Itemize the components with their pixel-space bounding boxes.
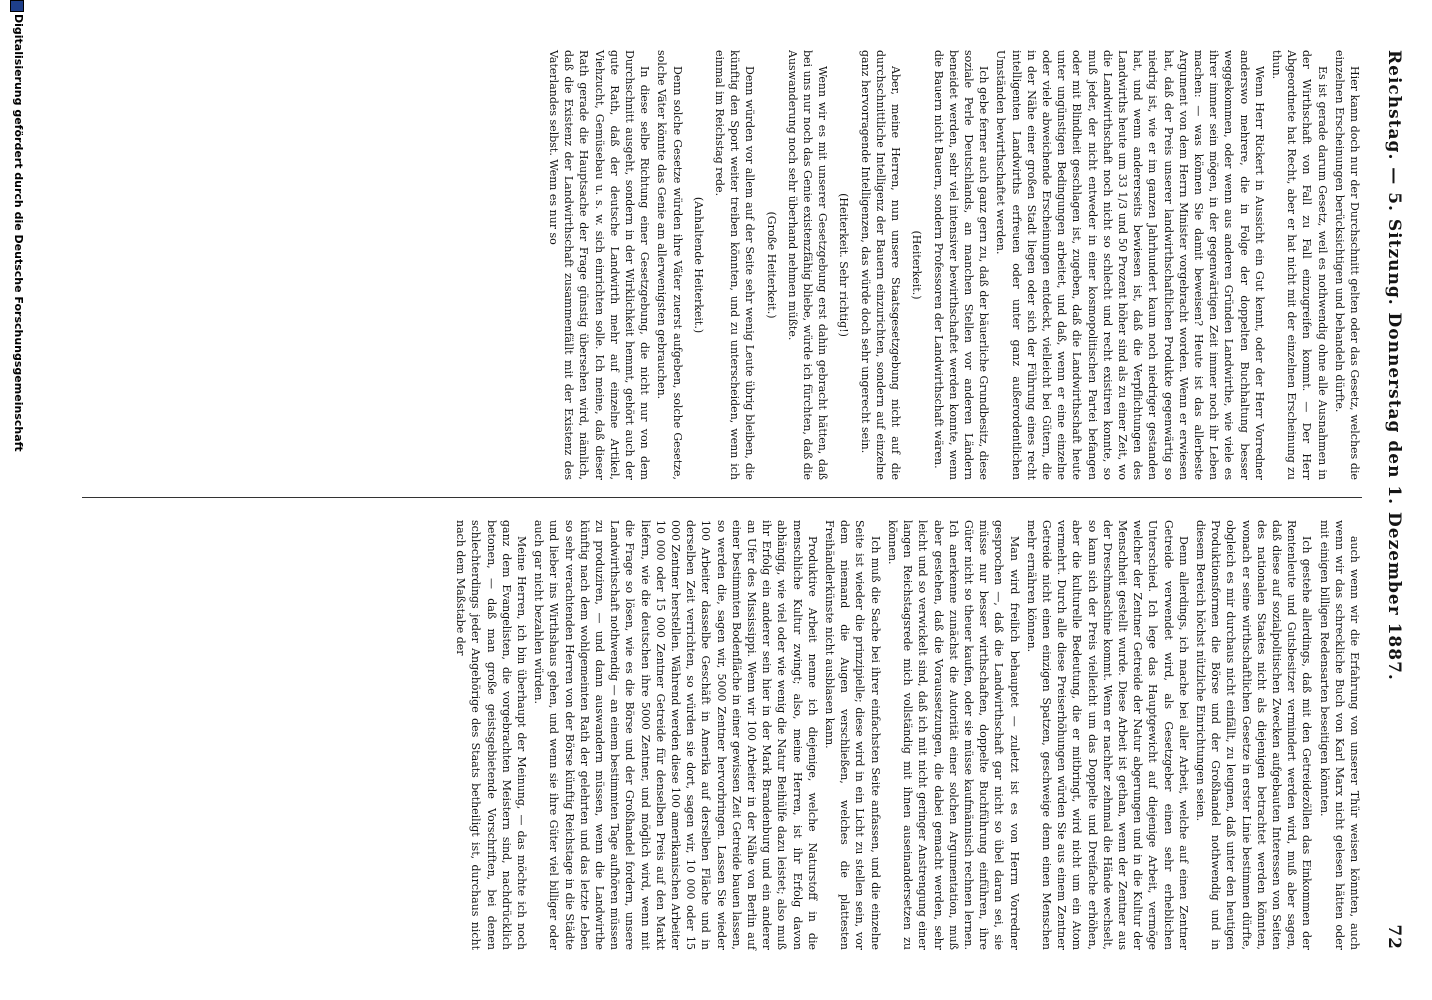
digitization-footer <box>7 0 27 1000</box>
paragraph: Man wird freilich behauptet — zuletzt ist es von Herrn Vorredner gesprochen —, daß die Landwirthschaft gar nicht so übel daran sei, sie müsse nur besser wirthschaften, doppelte Buchführung einführen, ihre Güter nicht so theuer kaufen, oder sie müsse kaufmännisch rechnen lernen. Ich anerkenne zunächst die Autorität einer solchen Argumentation, muß aber gestehen, daß die Voraussetzungen, die dabei gemacht werden, sehr leicht und so verwickelt sind, daß ich mit nicht geringer Anstrengung einer langen Reichstagsrede mich vollständig mit ihnen auseinandersetzen zu können. <box>885 520 1021 950</box>
column-divider <box>82 497 1362 498</box>
paragraph: Denn allerdings, ich mache bei aller Arbeit, welche auf einen Zentner Getreide verwendet wird, als Gesetzgeber einen sehr erheblichen Unterschied. Ich lege das Hauptgewicht auf diejenige Arbeit, vermöge welcher der Zentner Getreide der Natur abgerungen und in die Kultur der Menschheit gestellt wurde. Diese Arbeit ist gethan, wenn der Zentner aus der Dreschmaschine kommt. Wenn er nachher zehnmal die Hände wechselt, so kann sich der Preis vielleicht um das Doppelte und Dreifache erhöhen, aber die kulturelle Bedeutung, die er mitbringt, wird nicht um ein Atom vermehrt. Durch alle diese Preiserhöhungen würden Sie aus einem Zentner Getreide nicht einen einzigen Spatzen, geschweige denn einen Menschen mehr ernähren können. <box>1024 520 1190 950</box>
paragraph: (Anhaltende Heiterkeit.) <box>691 196 705 334</box>
paragraph: Aber, meine Herren, nun unsere Staatsgesetzgebung nicht auf die durchschnittliche Intelligenz der Bauern einzurichten, sondern auf einzelne ganz hervorragende Intelligenzen, das würde doch sehr ungerecht sein. <box>858 50 903 480</box>
paragraph: Ich muß die Sache bei ihrer einfachsten Seite anfassen, und die einzelne Seite ist wieder die prinzipielle; diese wird in ein Licht zu stellen sein, vor dem niemand die Augen verschließen, welches die plattesten Freihändlerkünste nicht ausblasen kann. <box>823 520 882 950</box>
text-column-right <box>451 520 1362 950</box>
paragraph: Ich gestehe allerdings, daß mit den Getreidezöllen das Einkommen der Rentenleute und Gutsbesitzer vermindert werden wird, muß aber sagen, daß diese auf sozialpolitischen Zwecken aufgebauten Interessen von Seiten des nationalen Staates nicht als diejenigen betrachtet werden könnten, wonach er seine wirthschaftlichen Gesetze in erster Linie bestimmen dürfte, obgleich es mir durchaus nicht einfällt, zu leugnen, daß unter den heutigen Produktionsformen die Börse und der Großhandel nothwendig und in diesem Bereich höchst nützliche Einrichtungen seien. <box>1193 520 1314 950</box>
paragraph: Wenn wir es mit unserer Gesetzgebung erst dahin gebracht hätten, daß bei uns nur noch das Genie existenzfähig bliebe, würde ich fürchten, daß die Auswanderung noch sehr überhand nehmen müßte. <box>785 50 830 480</box>
paragraph: Meine Herren, ich bin überhaupt der Meinung, — das möchte ich noch ganz dem Evangelisten, die vorgebrachten Meistern sind, nachdrücklich betonen, — daß man große geistsgebietende Vorschriften, bei denen schlechterdings jeder Angehörige des Staats betheiligt ist, durchaus nicht nach dem Maßstabe der <box>454 520 529 950</box>
page-header <box>1376 50 1404 950</box>
text-column-left <box>544 50 1362 480</box>
paragraph: auch wenn wir die Erfahrung von unserer Thür weisen könnten, auch wenn wir das schreckliche Buch von Karl Marx nicht gelesen hätten oder mit einigen billigen Redensarten beseitigen könnten. <box>1317 520 1361 950</box>
paragraph: Wenn Herr Rickert in Aussicht ein Gut kennt, oder der Herr Vorredner anderswo mehrere, die in Folge der doppelten Buchhaltung besser weggekommen, oder wenn aus anderen Gründen Landwirthe, wie viele es ihrer immer sein mögen, in der gegenwärtigen Zeit immer noch ihr Leben machen: — was können Sie damit beweisen? Heute ist das allerbeste Argument von dem Herrn Minister vorgebracht worden. Wenn er erwiesen hat, daß der Preis unserer landwirthschaftlichen Produkte gegenwärtig so niedrig ist, wie er im ganzen Jahrhundert kaum noch niedriger gestanden hat, und wenn andererseits bewiesen ist, daß die Verpflichtungen des Landwirths heute um 33 1/3 und 50 Prozent höher sind als zu einer Zeit, wo die Landwirthschaft noch nicht so schlecht und recht existiren konnte, so muß jeder, der nicht entweder in einer kosmopolitischen Partei befangen oder mit Blindheit geschlagen ist, zugeben, daß die Landwirthschaft heute unter ungünstigen Bedingungen arbeitet, und daß, wenn er eine einzelne oder viele abweichende Erscheinungen entdeckt, vielleicht bei Gütern, die in der Nähe einer großen Stadt liegen oder sich der Führung eines recht intelligenten Landwirths erfreuen oder unter ganz außerordentlichen Umständen bewirthschaftet werden. <box>994 50 1266 480</box>
paragraph: Produktive Arbeit nenne ich diejenige, welche Naturstoff in die menschliche Kultur zwingt; also, meine Herren, ist ihr Erfolg davon abhängig, wie viel oder wie wenig die Natur Beihülfe dazu leistet; also muß ihr Erfolg ein anderer sein hier in der Mark Brandenburg und ein anderer an Ufer des Mississippi. Wenn wir 100 Arbeiter in der Nähe von Berlin auf einer bestimmten Bodenfläche in einer gewissen Zeit Getreide bauen lassen, so werden die, sagen wir, 5000 Zentner hervorbringen. Lassen Sie wieder 100 Arbeiter dasselbe Geschäft in Amerika auf derselben Fläche und in derselben Zeit verrichten, so würden sie dort, sagen wir, 10 000 oder 15 000 Zentner herstellen. Während werden diese 100 amerikanischen Arbeiter 10 000 oder 15 000 Zentner Getreide für denselben Preis auf den Markt liefern, wie die deutschen ihre 5000 Zentner, und möglich wird, wenn mit die Frage so lösen, wie es die Börse und der Großhandel fordern, unsere Landwirthschaft nothwendig — an einem bestimmten Tage aufhören müssen zu produziren, — und dann auswandern müssen, wenn die Landwirthe künftig nach dem wohlgemeinten Rath der gelehrten und das letzte Leben so sehr verachtenden Herren von der Börse künftig Reichstage in die Städte und lieber ins Wirthshaus gehen, und wenn sie ihre Güter viel billiger oder auch gar nicht bezahlen würden. <box>532 520 819 951</box>
dfg-logo-icon <box>10 0 24 12</box>
digitization-note: Digitalisierung gefördert durch die Deutsche Forschungsgemeinschaft <box>12 14 25 452</box>
paragraph: In diese selbe Richtung einer Gesetzgebung, die nicht nur von dem Durchschnitt ausgeht, sondern in der Wirklichkeit hemmt, gehört auch der gute Rath, daß der deutsche Landwirth mehr auf einzelne Artikel, Viehzucht, Gemüsebau u. s. w. sich einrichten solle. Ich meine, daß dieser Rath gerade die Hauptsache der Frage günstig übersehen wird, nämlich, daß die Existenz der Landwirthschaft zusammenfällt mit der Existenz des Vaterlandes selbst. Wenn es nur so <box>547 50 652 480</box>
paragraph: Ich gebe ferner auch ganz gern zu, daß der bäuerliche Grundbesitz, diese soziale Perle Deutschlands, an manchen Stellen vor anderen Ländern beneidet werden, sehr viel intensiver bewirthschaftet werden konnte, wenn die Bauern nicht Bauern, sondern Professoren der Landwirthschaft wären. <box>931 50 991 480</box>
paragraph: (Heiterkeit.) <box>910 230 924 300</box>
session-title: Reichstag. — 5. Sitzung. Donnerstag den 1. Dezember 1887. <box>1384 50 1404 681</box>
paragraph: Denn würden vor allem auf der Seite sehr wenig Leute übrig bleiben, die künftig den Sport weiter treiben könnten, und zu unterscheiden, wenn ich einmal im Reichstag rede. <box>713 50 757 480</box>
paragraph: Es ist gerade darum Gesetz, weil es nothwendig ohne alle Ausnahmen in der Wirthschaft von Fall zu Fall einzugreifen kommt. — Der Herr Abgeordnete hat Recht, aber er hat nicht mit der einzelnen Erscheinung zu thun. <box>1269 50 1329 480</box>
paragraph: (Große Heiterkeit.) <box>764 211 778 319</box>
page-number: 72 <box>1384 924 1404 950</box>
paragraph: (Heiterkeit. Sehr richtig!) <box>837 193 851 337</box>
paragraph: Hier kann doch nur der Durchschnitt gelten oder das Gesetz, welches die einzelnen Erscheinungen berücksichtigen und behandeln dürfte. <box>1332 50 1361 480</box>
paragraph: Denn solche Gesetze würden ihre Väter zuerst aufgeben, solche Gesetze, solche Väter könnte das Genie am allerwenigsten gebrauchen. <box>655 50 684 480</box>
